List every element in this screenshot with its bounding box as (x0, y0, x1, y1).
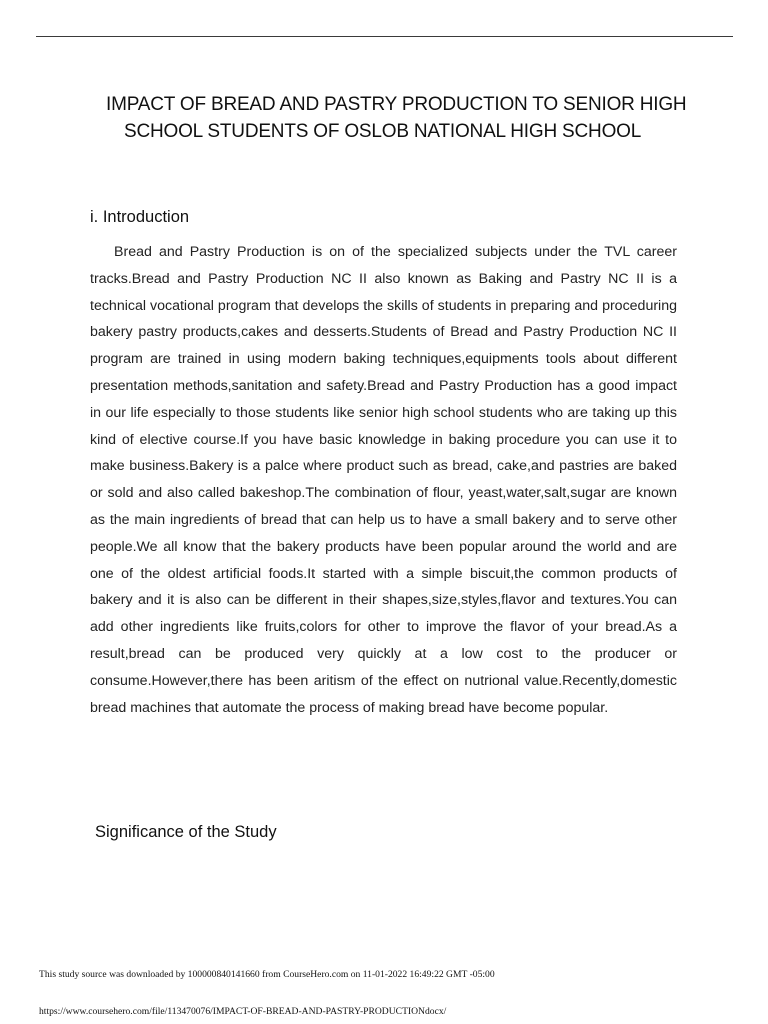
header-divider (36, 36, 733, 37)
introduction-heading: i. Introduction (90, 208, 190, 226)
introduction-paragraph: Bread and Pastry Production is on of the specialized subjects under the TVL career tracks.Bread and Pastry Production NC II also known as Baking and Pastry NC II is a technical vocational program that develops the skills of students in preparing and proceduring bakery pastry products,cakes and desserts.Students of Bread and Pastry Production NC II program are trained in using modern baking techniques,equipments tools about different presentation methods,sanitation and safety.Bread and Pastry Production has a good impact in our life especially to those students like senior high school students who are taking up this kind of elective course.If you have basic knowledge in baking procedure you can use it to make business.Bakery is a palce where product such as bread, cake,and pastries are baked or sold and also called bakeshop.The combination of flour, yeast,water,salt,sugar are known as the main ingredients of bread that can help us to have a small bakery and to serve other people.We all know that the bakery products have been popular around the world and are one of the oldest artificial foods.It started with a simple biscuit,the common products of bakery and it is also can be different in their shapes,size,styles,flavor and textures.You can add other ingredients like fruits,colors for other to improve the flavor of your bread.As a result,bread can be produced very quickly at a low cost to the producer or consume.However,there has been aritism of the effect on nutrional value.Recently,domestic bread machines that automate the process of making bread have become popular. (90, 244, 677, 716)
source-url-link[interactable]: https://www.coursehero.com/file/113470076/IMPACT-OF-BREAD-AND-PASTRY-PRODUCTIONdocx/ (39, 1006, 447, 1017)
document-title: IMPACT OF BREAD AND PASTRY PRODUCTION TO SENIOR HIGH SCHOOL STUDENTS OF OSLOB NATIONAL HIGH SCHOOL (106, 94, 687, 142)
significance-heading: Significance of the Study (95, 823, 277, 841)
download-source-note: This study source was downloaded by 100000840141660 from CourseHero.com on 11-01-2022 16:49:22 GMT -05:00 (39, 969, 495, 980)
